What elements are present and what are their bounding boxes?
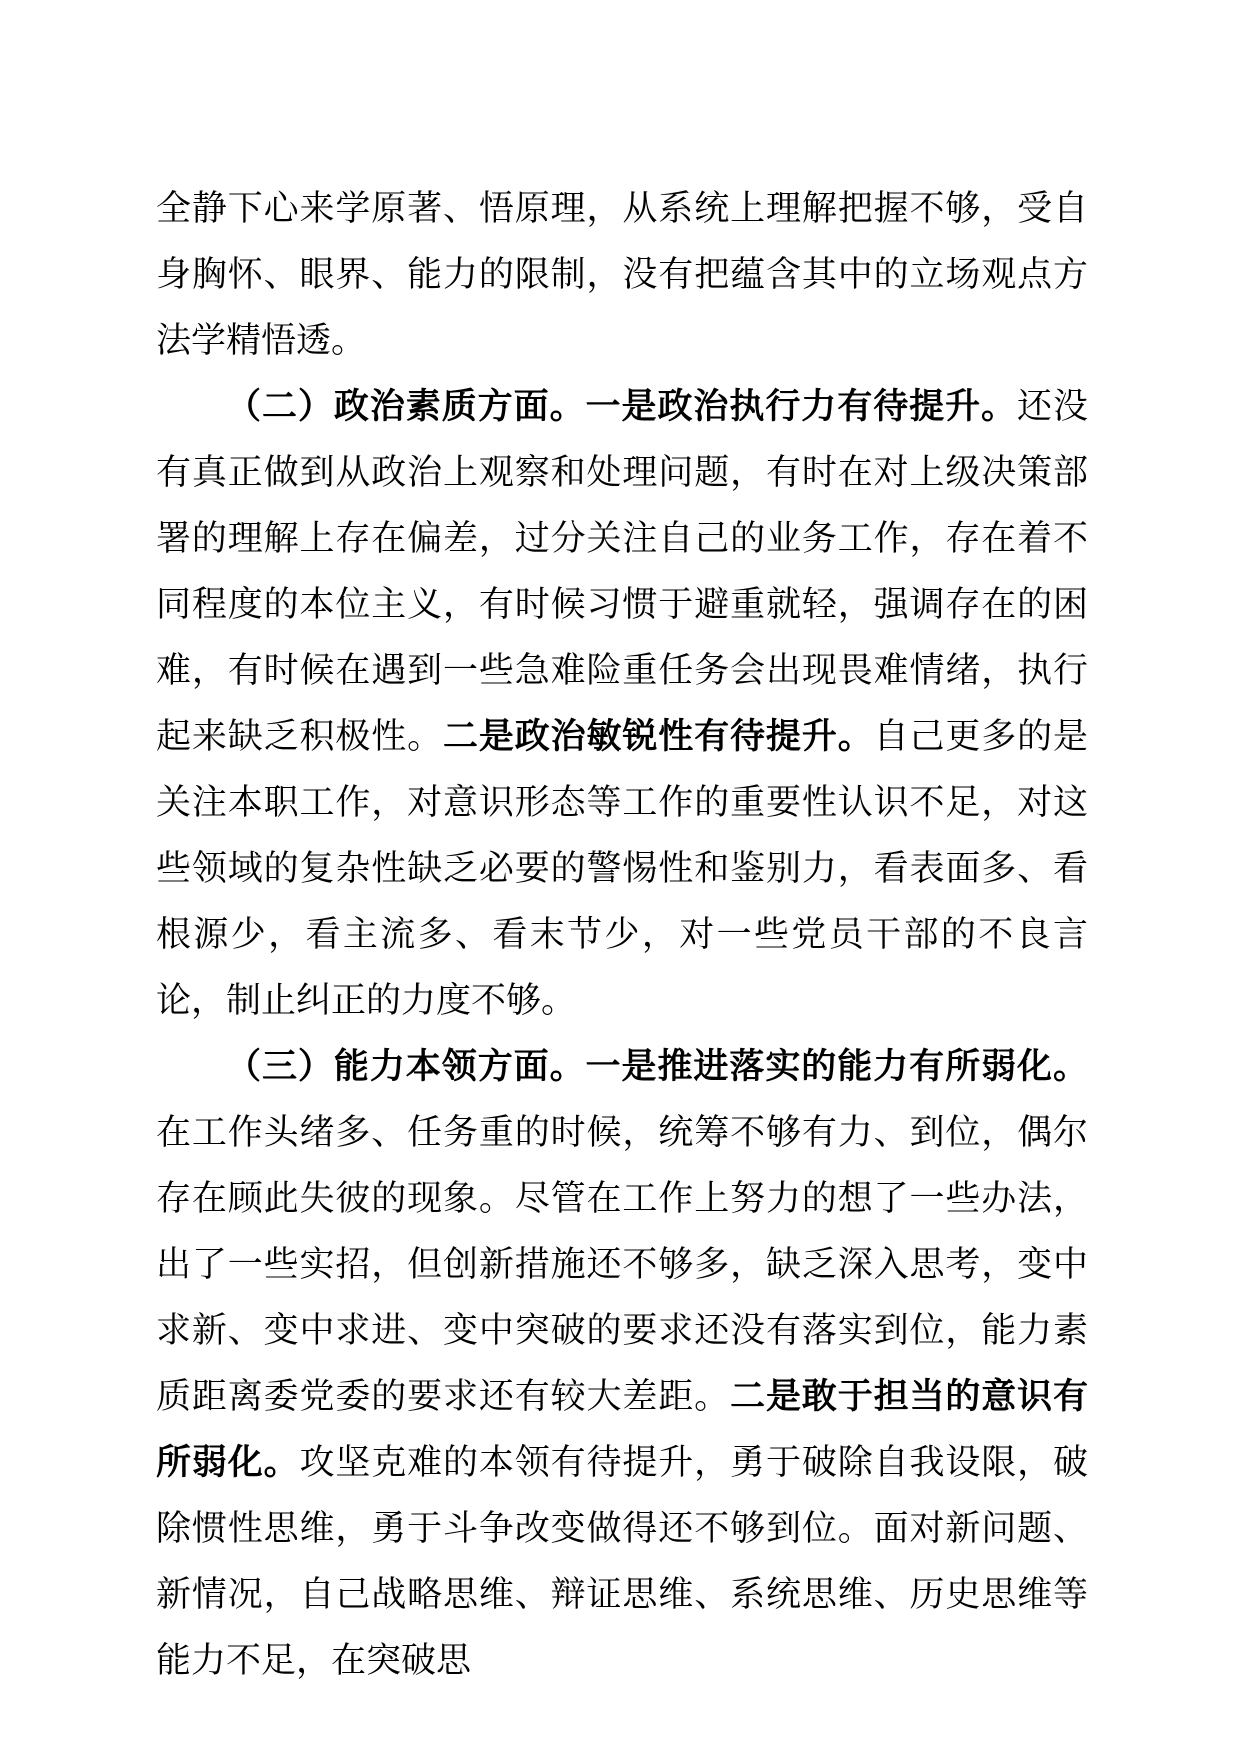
document-body [156,176,1088,1694]
section-heading: （三）能力本领方面。一是推进落实的能力有所弱化。 [226,1047,1088,1087]
paragraph-text: 还没有真正做到从政治上观察和处理问题，有时在对上级决策部署的理解上存在偏差，过分关注自己的业务工作，存在着不同程度的本位主义，有时候习惯于避重就轻，强调存在的困难，有时候在遇到一些急难险重任务会出现畏难情绪，执行起来缺乏积极性。 [156,387,1088,757]
paragraph-text: 全静下心来学原著、悟原理，从系统上理解把握不够，受自身胸怀、眼界、能力的限制，没有把蕴含其中的立场观点方法学精悟透。 [156,189,1088,361]
sub-heading: 二是敢于担当的意识有所弱化。 [156,1377,1088,1483]
sub-heading: 二是政治敏锐性有待提升。 [443,717,874,757]
paragraph-text: 攻坚克难的本领有待提升，勇于破除自我设限，破除惯性思维，勇于斗争改变做得还不够到位。面对新问题、新情况，自己战略思维、辩证思维、系统思维、历史思维等能力不足，在突破思 [156,1443,1088,1681]
paragraph-text: 自己更多的是关注本职工作，对意识形态等工作的重要性认识不足，对这些领域的复杂性缺乏必要的警惕性和鉴别力，看表面多、看根源少，看主流多、看末节少，对一些党员干部的不良言论，制止纠正的力度不够。 [156,717,1088,1021]
paragraph-1 [156,176,1088,374]
section-heading: （二）政治素质方面。一是政治执行力有待提升。 [226,387,1018,427]
paragraph-political-quality [156,374,1088,1034]
paragraph-text: 在工作头绪多、任务重的时候，统筹不够有力、到位，偶尔存在顾此失彼的现象。尽管在工作上努力的想了一些办法，出了一些实招，但创新措施还不够多，缺乏深入思考，变中求新、变中求进、变中突破的要求还没有落实到位，能力素质距离委党委的要求还有较大差距。 [156,1113,1088,1417]
paragraph-ability [156,1034,1088,1694]
